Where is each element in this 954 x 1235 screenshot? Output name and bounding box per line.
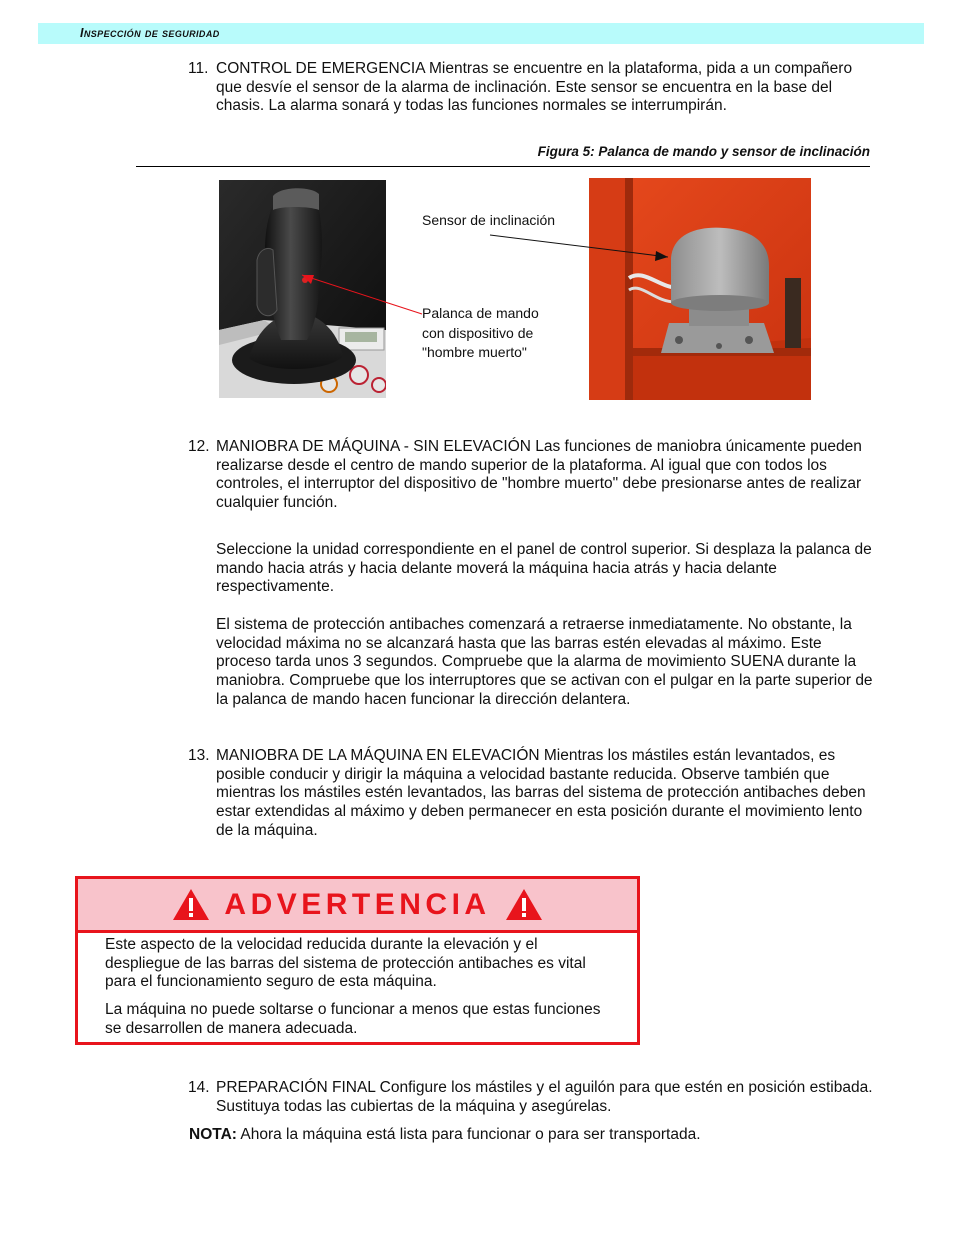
warning-paragraph-1: Este aspecto de la velocidad reducida durante la elevación y el despliegue de las barras del sistema de protección antibaches es vital para el funcionamiento seguro de esta máquina.	[105, 936, 586, 991]
item-text: PREPARACIÓN FINAL Configure los mástiles y el aguilón para que estén en posición estibada. Sustituya todas las cubiertas de la máquina y asegúrelas.	[216, 1079, 873, 1115]
warning-title: ADVERTENCIA	[224, 887, 491, 921]
list-item-13	[188, 747, 878, 841]
warning-triangle-icon	[505, 888, 543, 921]
section-header-bar	[38, 23, 924, 44]
joystick-photo-image	[219, 180, 386, 398]
warning-paragraph-2: La máquina no puede soltarse o funcionar a menos que estas funciones se desarrollen de manera adecuada.	[105, 1001, 601, 1037]
list-item-11	[188, 60, 878, 116]
warning-header	[78, 879, 637, 933]
list-item-12	[188, 438, 878, 513]
item-text: CONTROL DE EMERGENCIA Mientras se encuentre en la plataforma, pida a un compañero que desvíe el sensor de la alarma de inclinación. Este sensor se encuentra en la base del chasis. La alarma sonará y todas las funciones normales se interrumpirán.	[216, 60, 853, 115]
tilt-sensor-photo	[589, 178, 811, 400]
item-number: 12.	[188, 438, 210, 455]
tilt-sensor-photo-image	[589, 178, 811, 400]
item12-paragraph-1: Seleccione la unidad correspondiente en el panel de control superior. Si desplaza la palanca de mando hacia atrás y hacia delante moverá la máquina hacia atrás y hacia delante respectivamente.	[216, 541, 872, 596]
item-text: MANIOBRA DE MÁQUINA - SIN ELEVACIÓN Las funciones de maniobra únicamente pueden realizarse desde el centro de mando superior de la plataforma. Al igual que con todos los controles, el interruptor del dispositivo de "hombre muerto" debe presionarse antes de realizar cualquier función.	[216, 438, 862, 512]
callout-tilt-sensor: Sensor de inclinación	[422, 212, 556, 228]
note-label: NOTA:	[189, 1126, 237, 1143]
figure-rule	[136, 166, 870, 167]
item12-paragraph-2: El sistema de protección antibaches comenzará a retraerse inmediatamente. No obstante, la velocidad máxima no se alcanzará hasta que las barras estén elevadas al máximo. Este proceso tarda unos 3 segundos. Compruebe que la alarma de movimiento SUENA durante la maniobra. Compruebe que los interruptores que se activan con el pulgar en la parte superior de la palanca de mando hacen funcionar la dirección delantera.	[216, 616, 873, 708]
note-text: Ahora la máquina está lista para funcionar o para ser transportada.	[240, 1126, 701, 1143]
item-number: 13.	[188, 747, 210, 764]
item-text: MANIOBRA DE LA MÁQUINA EN ELEVACIÓN Mientras los mástiles están levantados, es posible conducir y dirigir la máquina a velocidad bastante reducida. Observe también que mientras los mástiles estén levantados, las barras del sistema de protección antibaches deben estar extendidas al máximo y deben permanecer en esta posición durante el movimiento lento de la máquina.	[216, 747, 866, 839]
joystick-photo	[219, 180, 386, 398]
note	[189, 1126, 879, 1145]
callout-joystick: Palanca de mando con dispositivo de "hombre muerto"	[422, 305, 539, 360]
figure-caption: Figura 5: Palanca de mando y sensor de inclinación	[537, 144, 870, 159]
item-number: 14.	[188, 1079, 210, 1096]
item-number: 11.	[188, 60, 209, 77]
section-title: Inspección de seguridad	[80, 26, 220, 40]
warning-box	[75, 876, 640, 1045]
warning-triangle-icon	[172, 888, 210, 921]
warning-body	[105, 936, 615, 1048]
list-item-14	[188, 1079, 878, 1116]
